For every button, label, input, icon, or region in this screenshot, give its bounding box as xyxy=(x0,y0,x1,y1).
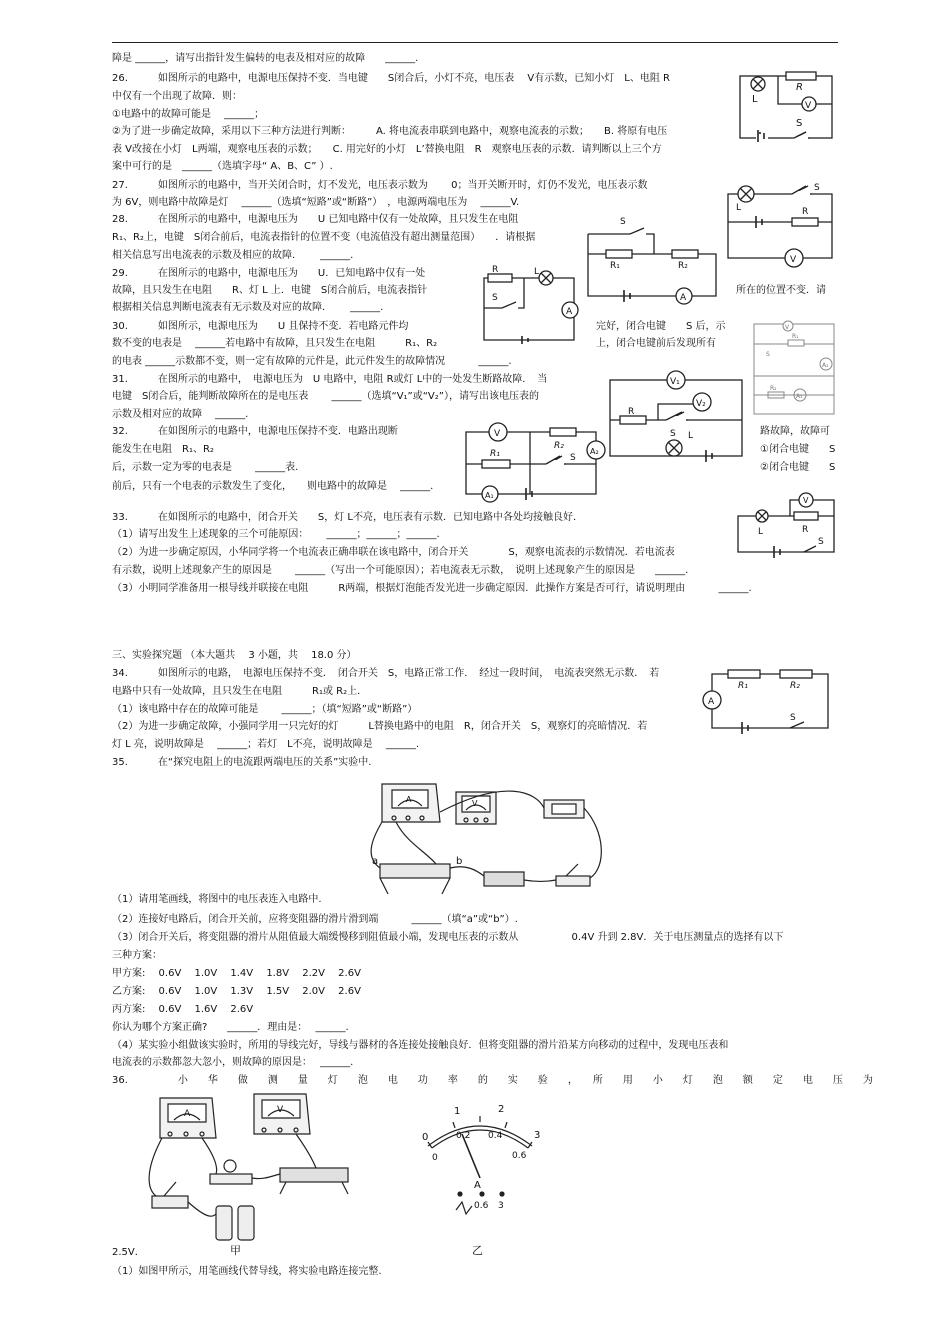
ammeter-label: A xyxy=(406,795,412,804)
label-R1: R₁ xyxy=(490,449,500,459)
label-a: a xyxy=(372,856,379,867)
label-R2: R₂ xyxy=(770,385,777,392)
header-rule xyxy=(112,42,838,43)
text-line: 障是 ______，请写出指针发生偏转的电表及相对应的故障 ______. xyxy=(112,53,419,64)
label-R2: R₂ xyxy=(678,261,688,271)
text-line: ②闭合电键 S xyxy=(760,462,836,473)
label-R: R xyxy=(802,525,809,535)
scale-label: 0 xyxy=(422,1132,429,1143)
scale-label: 0 xyxy=(432,1153,438,1163)
text-line: 为 6V，则电路中故障是灯 ______（选填“短路”或“断路”） ，电源两端电压为 ______V. xyxy=(112,197,520,208)
text-line: 所在的位置不变．请 xyxy=(736,285,826,296)
text-line: 示数及相对应的故障 ______. xyxy=(112,409,249,420)
question-31: 31. 在图所示的电路中， 电源电压为 U 电路中，电阻 R或灯 L中的一处发生断路故障． 当 xyxy=(112,374,548,385)
circuit-figure-32 xyxy=(460,420,606,506)
scale-label: 0.4 xyxy=(488,1131,503,1141)
ammeter1-label: A₁ xyxy=(485,491,494,500)
ammeter-label: A xyxy=(566,307,573,317)
text-line: 灯 L 亮，说明故障是 ______；若灯 L不亮，说明故障是 ______. xyxy=(112,739,420,750)
voltmeter2-label: V₂ xyxy=(696,399,706,409)
text-line: 数不变的电表是 ______若电路中有故障，且只发生在电阻 R₁、R₂ xyxy=(112,338,438,349)
ammeter2-label: A₂ xyxy=(590,447,599,456)
text-line: 根据相关信息判断电流表有无示数及对应的故障． ______. xyxy=(112,302,384,313)
text-line: 相关信息写出电流表的示数及相应的故障． ______. xyxy=(112,250,354,261)
plan-jia: 甲方案: 0.6V 1.0V 1.4V 1.8V 2.2V 2.6V xyxy=(112,968,361,979)
text-line: 完好，闭合电键 S 后，示 xyxy=(596,321,726,332)
text-line: （2）为进一步确定原因，小华同学将一个电流表正确串联在该电路中，闭合开关 S，观察电流表的示数情况．若电流表 xyxy=(112,547,675,558)
apparatus-figure-36-jia xyxy=(146,1088,360,1258)
scale-label: 0.2 xyxy=(456,1131,471,1141)
label-L: L xyxy=(688,431,694,441)
circuit-figure-31 xyxy=(606,368,746,462)
label-S: S xyxy=(670,429,676,439)
label-S: S xyxy=(492,293,498,303)
voltmeter-label: V xyxy=(803,496,809,505)
text-line: ①电路中的故障可能是 ______； xyxy=(112,109,265,120)
label-L: L xyxy=(752,94,758,105)
text-line: （2）为进一步确定故障，小强同学用一只完好的灯 L替换电路中的电阻 R，闭合开关 S，观察灯的亮暗情况．若 xyxy=(112,721,648,732)
scale-label: 1 xyxy=(454,1106,461,1117)
label-L: L xyxy=(736,203,742,213)
text-line: 2.5V． xyxy=(112,1247,145,1258)
text-line: （1）如图甲所示，用笔画线代替导线，将实验电路连接完整. xyxy=(112,1266,382,1277)
question-36: 36. 小 华 做 测 量 灯 泡 电 功 率 的 实 验 ， 所 用 小 灯 泡 额 定 电 压 为 xyxy=(112,1075,873,1086)
plan-bing: 丙方案: 0.6V 1.6V 2.6V xyxy=(112,1004,254,1015)
circuit-figure-27 xyxy=(722,178,838,272)
text-line: R₁、R₂上，电键 S闭合前后，电流表指针的位置不变（电流值没有超出测量范围） ．请根据 xyxy=(112,232,536,243)
ammeter-label: A xyxy=(680,293,687,303)
ammeter-label: A xyxy=(708,697,715,707)
circuit-figure-26 xyxy=(734,70,838,144)
text-line: 有示数，说明上述现象产生的原因是 ______（写出一个可能原因）；若电流表无示数， 说明上述现象产生的原因是 ______. xyxy=(112,565,689,576)
text-line: 电路中只有一处故障，且只发生在电阻 R₁或 R₂上． xyxy=(112,686,368,697)
voltmeter-label: V xyxy=(785,324,790,331)
text-line: 中仅有一个出现了故障．则： xyxy=(112,91,242,102)
label-S: S xyxy=(818,537,824,547)
label-R1: R₁ xyxy=(610,261,620,271)
question-29: 29. 在图所示的电路中，电源电压为 U．已知电路中仅有一处 xyxy=(112,268,426,279)
terminal-label: 0.6 xyxy=(474,1201,489,1211)
text-line: （1）该电路中存在的故障可能是 ______；（填“短路”或“断路”） xyxy=(112,704,418,715)
question-32: 32. 在如图所示的电路中，电源电压保持不变．电路出现断 xyxy=(112,426,398,437)
scale-label: 0.6 xyxy=(512,1151,527,1161)
label-S: S xyxy=(790,713,796,723)
label-R: R xyxy=(492,265,499,275)
label-S: S xyxy=(620,217,626,227)
ammeter1-label: A₁ xyxy=(796,393,803,400)
label-R1: R₁ xyxy=(792,333,799,340)
text-line: 后，示数一定为零的电表是 ______表. xyxy=(112,462,299,473)
question-28: 28. 在图所示的电路中，电源电压为 U 已知电路中仅有一处故障，且只发生在电阻 xyxy=(112,214,519,225)
text-line: 故障，且只发生在电阻 R、灯 L 上．电键 S闭合前后，电流表指针 xyxy=(112,285,428,296)
plan-yi: 乙方案: 0.6V 1.0V 1.3V 1.5V 2.0V 2.6V xyxy=(112,986,361,997)
label-S: S xyxy=(766,351,770,358)
voltmeter-label: V xyxy=(790,255,797,265)
voltmeter-label: V xyxy=(472,799,478,808)
text-line: ②为了进一步确定故障，采用以下三种方法进行判断： A. 将电流表串联到电路中，观察电流表的示数； B. 将原有电压 xyxy=(112,126,668,137)
label-L: L xyxy=(758,527,764,537)
text-line: 电流表的示数都忽大忽小，则故障的原因是： ______. xyxy=(112,1057,354,1068)
text-line: ①闭合电键 S xyxy=(760,444,836,455)
text-line: 电键 S闭合后，能判断故障所在的是电压表 ______（选填“V₁”或“V₂”），请写出该电压表的 xyxy=(112,391,539,402)
label-R: R xyxy=(796,82,803,93)
figure-label-yi: 乙 xyxy=(472,1244,483,1257)
label-S: S xyxy=(796,118,803,129)
terminal-label: 3 xyxy=(498,1201,504,1211)
text-line: 的电表 ______示数都不变，则一定有故障的元件是，此元件发生的故障情况 ______. xyxy=(112,356,512,367)
text-line: （1）请写出发生上述现象的三个可能原因： ______；______；______. xyxy=(112,529,440,540)
voltmeter-label: V xyxy=(277,1105,284,1115)
scale-label: 3 xyxy=(534,1130,541,1141)
scale-label: 2 xyxy=(498,1104,505,1115)
label-R2: R₂ xyxy=(790,681,800,691)
text-line: （1）请用笔画线，将图中的电压表连入电路中. xyxy=(112,894,322,905)
question-34: 34. 如图所示的电路， 电源电压保持不变． 闭合开关 S，电路正常工作． 经过一段时间， 电流表突然无示数． 若 xyxy=(112,668,660,679)
section-heading: 三、实验探究题 （本大题共 3 小题，共 18.0 分） xyxy=(112,650,357,661)
label-R1: R₁ xyxy=(738,681,748,691)
circuit-figure-34 xyxy=(698,664,834,736)
label-S: S xyxy=(570,453,576,463)
text-line: 你认为哪个方案正确? ______．理由是： ______. xyxy=(112,1022,349,1033)
label-R: R xyxy=(802,207,809,217)
text-line: 上，闭合电键前后发现所有 xyxy=(596,338,716,349)
question-35: 35. 在“探究电阻上的电流跟两端电压的关系”实验中. xyxy=(112,757,372,768)
question-26: 26. 如图所示的电路中，电源电压保持不变．当电键 S闭合后，小灯不亮，电压表 V有示数，已知小灯 L、电阻 R xyxy=(112,73,670,84)
voltmeter-label: V xyxy=(805,101,812,111)
voltmeter-label: V xyxy=(494,429,501,439)
text-line: （4）某实验小组做该实验时，所用的导线完好，导线与器材的各连接处接触良好．但将变阻器的滑片沿某方向移动的过程中，发现电压表和 xyxy=(112,1040,729,1051)
text-line: （2）连接好电路后，闭合开关前，应将变阻器的滑片滑到端 ______（填“a”或“b”）. xyxy=(112,914,518,925)
text-line: 表 V改接在小灯 L两端，观察电压表的示数； C. 用完好的小灯 L’替换电阻 R 观察电压表的示数．请判断以上三个方 xyxy=(112,144,662,155)
apparatus-figure-35 xyxy=(366,772,610,902)
label-L: L xyxy=(534,267,540,277)
question-27: 27. 如图所示的电路中，当开关闭合时，灯不发光，电压表示数为 0；当开关断开时，灯仍不发光，电压表示数 xyxy=(112,180,648,191)
question-33: 33. 在如图所示的电路中，闭合开关 S，灯 L不亮，电压表有示数．已知电路中各处均接触良好． xyxy=(112,512,584,523)
circuit-figure-28 xyxy=(584,210,720,306)
text-line: 能发生在电阻 R₁、R₂ xyxy=(112,444,214,455)
text-line: 路故障，故障可 xyxy=(760,426,830,437)
question-30: 30. 如图所示，电源电压为 U 且保持不变．若电路元件均 xyxy=(112,321,409,332)
ammeter2-label: A₂ xyxy=(822,362,829,369)
label-R: R xyxy=(628,407,635,417)
meter-scale-figure-36-yi xyxy=(410,1098,550,1258)
text-line: 案中可行的是 ______（选填字母“ A、B、C” ）. xyxy=(112,161,333,172)
voltmeter1-label: V₁ xyxy=(670,377,680,387)
text-line: 三种方案： xyxy=(112,950,162,961)
label-b: b xyxy=(456,856,463,867)
circuit-figure-29 xyxy=(462,264,582,346)
circuit-figure-30 xyxy=(748,318,838,418)
terminal-label: A xyxy=(474,1180,481,1191)
label-S: S xyxy=(814,183,820,193)
circuit-figure-33 xyxy=(734,492,838,558)
text-line: （3）小明同学准备用一根导线并联接在电阻 R两端，根据灯泡能否发光进一步确定原因．此操作方案是否可行，请说明理由 ______. xyxy=(112,583,752,594)
text-line: 前后，只有一个电表的示数发生了变化， 则电路中的故障是 ______. xyxy=(112,481,434,492)
figure-label-jia: 甲 xyxy=(230,1244,241,1257)
label-R2: R₂ xyxy=(554,441,564,451)
ammeter-label: A xyxy=(184,1109,191,1119)
text-line: （3）闭合开关后，将变阻器的滑片从阻值最大端缓慢移到阻值最小端，发现电压表的示数从 0.4V 升到 2.8V．关于电压测量点的选择有以下 xyxy=(112,932,784,943)
